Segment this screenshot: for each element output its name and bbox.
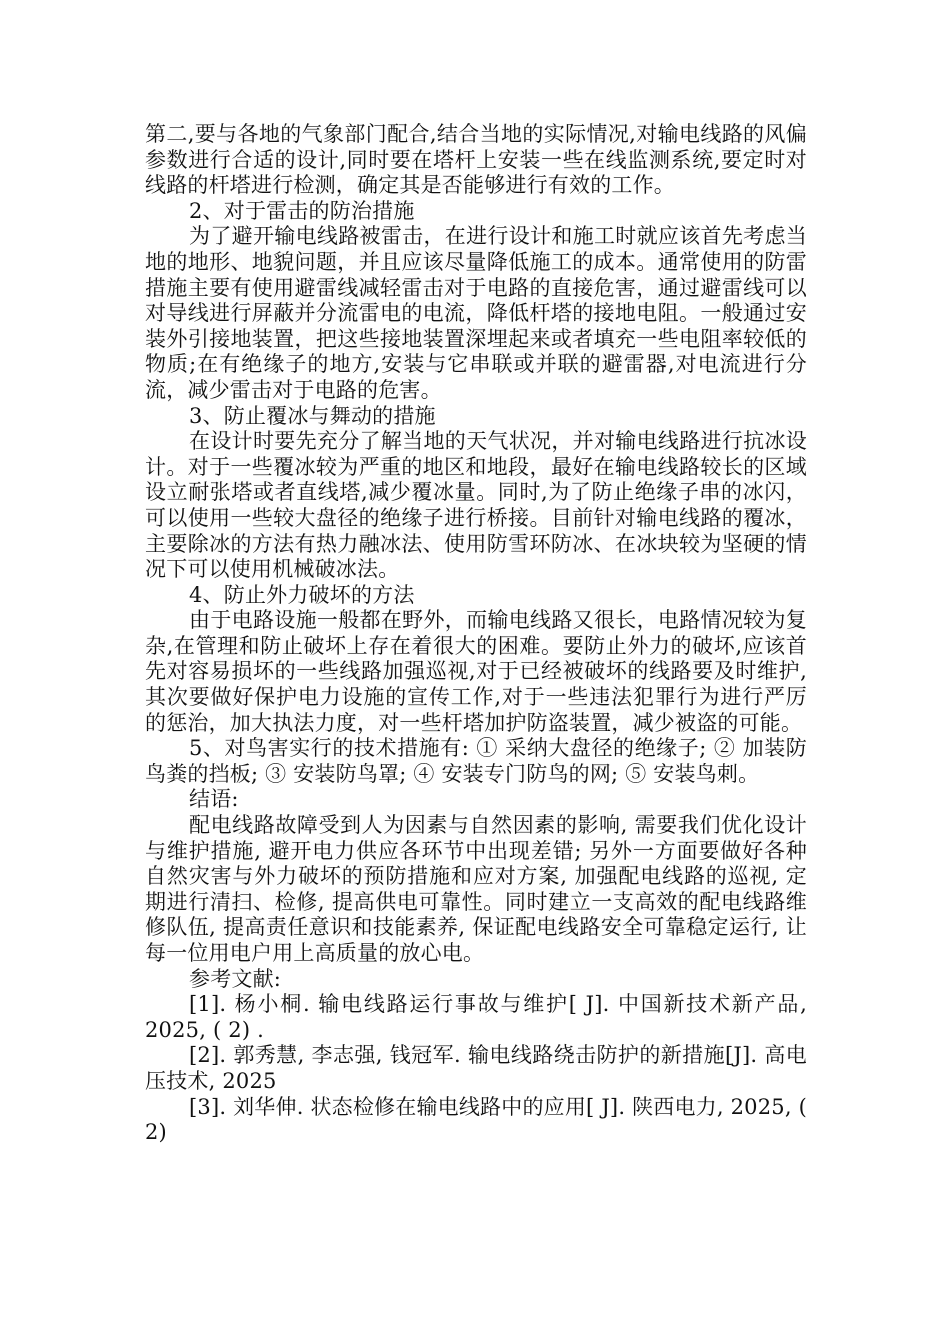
- section-heading-icing: 3、防止覆冰与舞动的措施: [189, 403, 436, 428]
- document-page: [145, 122, 807, 1146]
- section-heading-lightning: 2、对于雷击的防治措施: [189, 198, 415, 223]
- intro-paragraph: 第二,要与各地的气象部门配合,结合当地的实际情况,对输电线路的风偏参数进行合适的设计,同时要在塔杆上安装一些在线监测系统,要定时对线路的杆塔进行检测，确定其是否能够进行有效的工作。: [145, 122, 807, 198]
- conclusion-body: 配电线路故障受到人为因素与自然因素的影响, 需要我们优化设计与维护措施, 避开电力供应各环节中出现差错; 另外一方面要做好各种自然灾害与外力破坏的预防措施和应对方案, 加强配电线路的巡视, 定期进行清扫、检修, 提高供电可靠性。同时建立一支高效的配电线路维修队伍, 提高责任意识和技能素养, 保证配电线路安全可靠稳定运行, 让每一位用电户用上高质量的放心电。: [145, 813, 807, 965]
- reference-item: [2]. 郭秀慧, 李志强, 钱冠军. 输电线路绕击防护的新措施[J]. 高电压技术, 2025: [145, 1043, 807, 1093]
- reference-item: [3]. 刘华伸. 状态检修在输电线路中的应用[ J]. 陕西电力, 2025, ( 2): [145, 1094, 808, 1145]
- references-heading: 参考文献:: [189, 966, 282, 991]
- section-heading-external-damage: 4、防止外力破坏的方法: [189, 582, 415, 607]
- reference-item: [1]. 杨小桐. 输电线路运行事故与维护[ J]. 中国新技术新产品, 2025, ( 2) .: [145, 992, 807, 1042]
- section-body-external-damage: 由于电路设施一般都在野外，而输电线路又很长，电路情况较为复杂,在管理和防止破坏上存在着很大的困难。要防止外力的破坏,应该首先对容易损坏的一些线路加强巡视,对于已经被破坏的线路要及时维护,其次要做好保护电力设施的宣传工作,对于一些违法犯罪行为进行严厉的惩治，加大执法力度，对一些杆塔加护防盗装置，减少被盗的可能。: [145, 608, 807, 735]
- section-body-icing: 在设计时要先充分了解当地的天气状况，并对输电线路进行抗冰设计。对于一些覆冰较为严重的地区和地段，最好在输电线路较长的区域设立耐张塔或者直线塔,减少覆冰量。同时,为了防止绝缘子串的冰闪，可以使用一些较大盘径的绝缘子进行桥接。目前针对输电线路的覆冰，主要除冰的方法有热力融冰法、使用防雪环防冰、在冰块较为坚硬的情况下可以使用机械破冰法。: [145, 429, 807, 582]
- bird-measures-paragraph: 5、对鸟害实行的技术措施有: ① 采纳大盘径的绝缘子; ② 加装防鸟粪的挡板; ③ 安装防鸟罩; ④ 安装专门防鸟的网; ⑤ 安装鸟刺。: [145, 736, 807, 786]
- conclusion-heading: 结语:: [189, 787, 239, 812]
- section-body-lightning: 为了避开输电线路被雷击，在进行设计和施工时就应该首先考虑当地的地形、地貌问题，并且应该尽量降低施工的成本。通常使用的防雷措施主要有使用避雷线减轻雷击对于电路的直接危害，通过避雷线可以对导线进行屏蔽并分流雷电的电流，降低杆塔的接地电阻。一般通过安装外引接地装置，把这些接地装置深埋起来或者填充一些电阻率较低的物质;在有绝缘子的地方,安装与它串联或并联的避雷器,对电流进行分流，减少雷击对于电路的危害。: [145, 224, 807, 402]
